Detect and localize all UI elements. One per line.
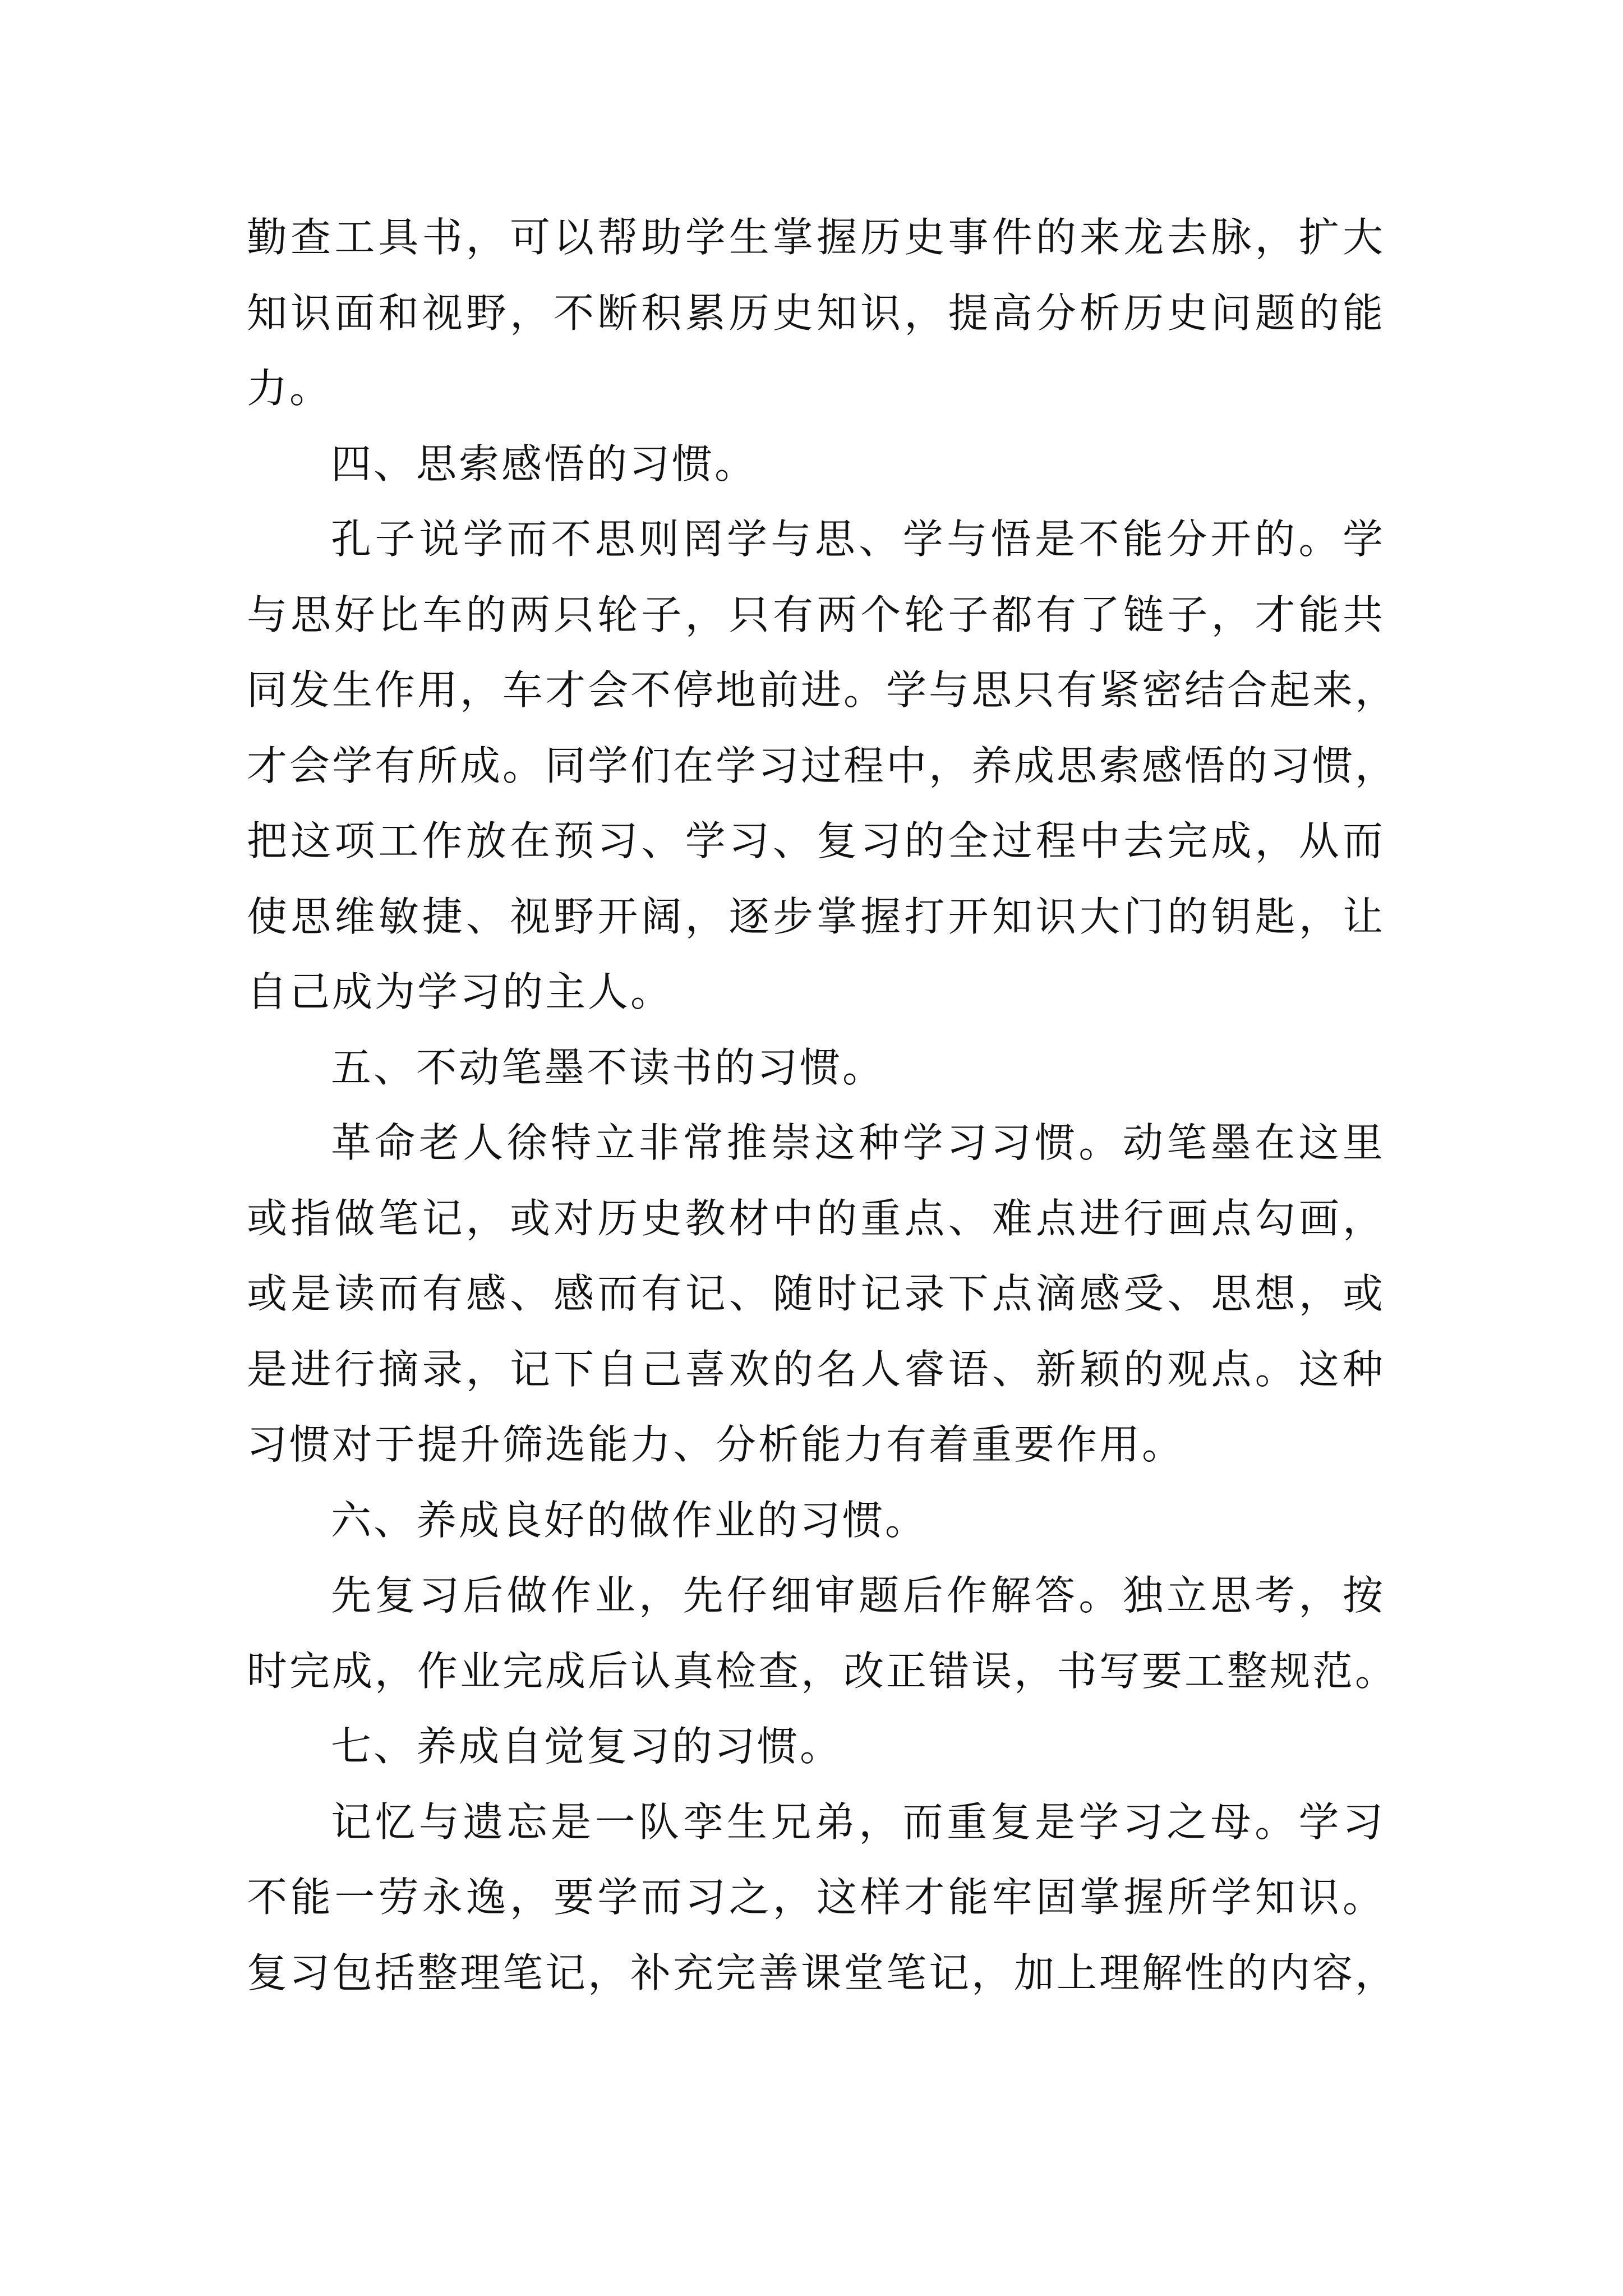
body-line: 是进行摘录，记下自己喜欢的名人睿语、新颖的观点。这种 bbox=[247, 1345, 1385, 1393]
section-heading: 六、养成良好的做作业的习惯。 bbox=[331, 1496, 928, 1544]
body-line: 使思维敏捷、视野开阔，逐步掌握打开知识大门的钥匙，让 bbox=[247, 892, 1385, 940]
body-line: 自己成为学习的主人。 bbox=[247, 968, 674, 1015]
body-line: 知识面和视野，不断积累历史知识，提高分析历史问题的能 bbox=[247, 289, 1385, 337]
body-line: 与思好比车的两只轮子，只有两个轮子都有了链子，才能共 bbox=[247, 591, 1385, 638]
body-line: 力。 bbox=[247, 365, 333, 412]
body-line: 复习包括整理笔记，补充完善课堂笔记，加上理解性的内容， bbox=[247, 1949, 1398, 1996]
body-line: 记忆与遗忘是一队孪生兄弟，而重复是学习之母。学习 bbox=[331, 1798, 1385, 1846]
body-line: 习惯对于提升筛选能力、分析能力有着重要作用。 bbox=[247, 1421, 1185, 1468]
section-heading: 四、思索感悟的习惯。 bbox=[331, 440, 758, 487]
body-line: 或是读而有感、感而有记、随时记录下点滴感受、思想，或 bbox=[247, 1270, 1385, 1317]
section-heading: 七、养成自觉复习的习惯。 bbox=[331, 1723, 843, 1770]
body-line: 把这项工作放在预习、学习、复习的全过程中去完成，从而 bbox=[247, 817, 1385, 864]
body-line: 孔子说学而不思则罔学与思、学与悟是不能分开的。学 bbox=[331, 516, 1385, 563]
body-line: 才会学有所成。同学们在学习过程中，养成思索感悟的习惯， bbox=[247, 742, 1398, 789]
body-line: 先复习后做作业，先仔细审题后作解答。独立思考，按 bbox=[331, 1572, 1385, 1619]
document-body bbox=[247, 200, 1398, 2010]
section-heading: 五、不动笔墨不读书的习惯。 bbox=[331, 1043, 886, 1091]
body-line: 勤查工具书，可以帮助学生掌握历史事件的来龙去脉，扩大 bbox=[247, 214, 1385, 261]
body-line: 或指做笔记，或对历史教材中的重点、难点进行画点勾画， bbox=[247, 1194, 1385, 1242]
body-line: 时完成，作业完成后认真检查，改正错误，书写要工整规范。 bbox=[247, 1647, 1398, 1695]
body-line: 同发生作用，车才会不停地前进。学与思只有紧密结合起来， bbox=[247, 666, 1398, 714]
body-line: 不能一劳永逸，要学而习之，这样才能牢固掌握所学知识。 bbox=[247, 1874, 1385, 1921]
body-line: 革命老人徐特立非常推崇这种学习习惯。动笔墨在这里 bbox=[331, 1119, 1385, 1166]
